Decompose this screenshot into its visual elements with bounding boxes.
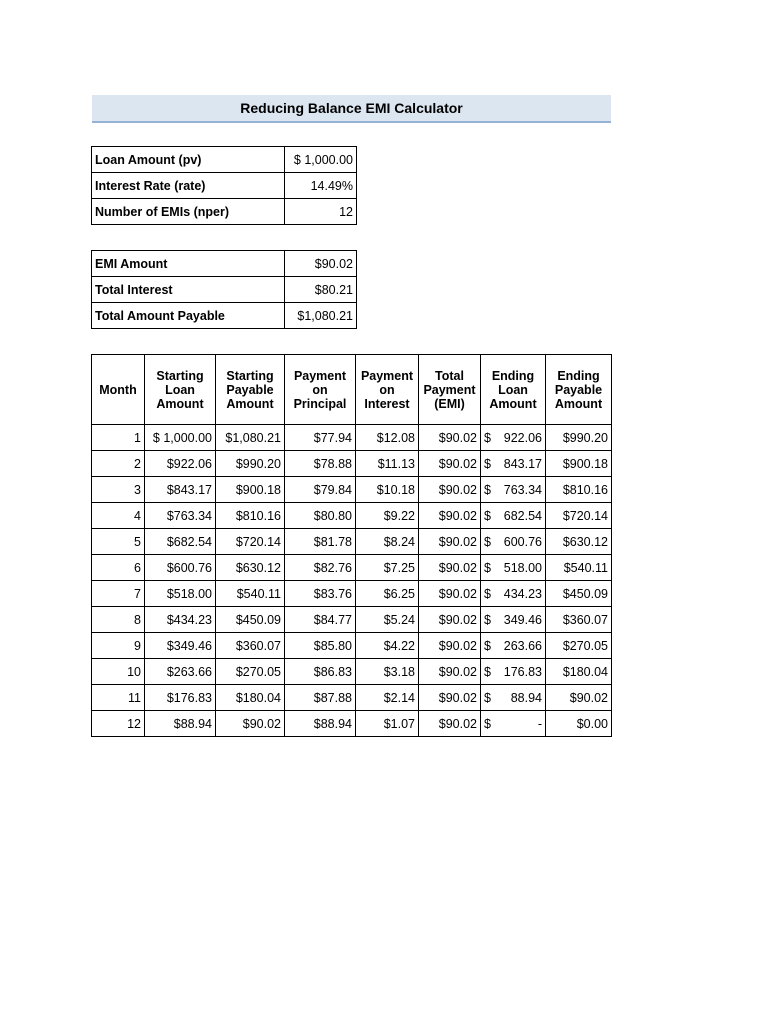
start-loan-cell: $88.94 — [145, 711, 216, 737]
interest-cell: $2.14 — [356, 685, 419, 711]
ending-loan-amount-cell — [481, 659, 546, 685]
principal-cell: $81.78 — [285, 529, 356, 555]
start-payable-cell: $360.07 — [216, 633, 285, 659]
start-payable-cell: $900.18 — [216, 477, 285, 503]
outputs-value: $1,080.21 — [285, 303, 357, 329]
start-payable-cell: $540.11 — [216, 581, 285, 607]
inputs-row — [92, 147, 357, 173]
end-payable-cell: $810.16 — [546, 477, 612, 503]
end-payable-cell: $540.11 — [546, 555, 612, 581]
inputs-label: Number of EMIs (nper) — [92, 199, 285, 225]
month-cell: 3 — [92, 477, 145, 503]
inputs-label: Loan Amount (pv) — [92, 147, 285, 173]
interest-cell: $8.24 — [356, 529, 419, 555]
end-payable-cell: $630.12 — [546, 529, 612, 555]
month-cell: 8 — [92, 607, 145, 633]
currency-symbol: $ — [484, 716, 491, 731]
currency-symbol: $ — [484, 612, 491, 627]
table-row — [92, 659, 612, 685]
ending-loan-amount: 434.23 — [503, 586, 542, 601]
interest-cell: $5.24 — [356, 607, 419, 633]
ending-loan-amount-cell — [481, 451, 546, 477]
end-payable-cell: $720.14 — [546, 503, 612, 529]
currency-symbol: $ — [484, 534, 491, 549]
start-loan-cell: $434.23 — [145, 607, 216, 633]
month-cell: 9 — [92, 633, 145, 659]
interest-cell: $9.22 — [356, 503, 419, 529]
interest-cell: $1.07 — [356, 711, 419, 737]
emi-cell: $90.02 — [419, 555, 481, 581]
ending-loan-amount: 263.66 — [503, 638, 542, 653]
ending-loan-amount: 922.06 — [503, 430, 542, 445]
principal-cell: $77.94 — [285, 425, 356, 451]
interest-cell: $4.22 — [356, 633, 419, 659]
end-payable-cell: $180.04 — [546, 659, 612, 685]
ending-loan-amount-cell — [481, 607, 546, 633]
month-cell: 4 — [92, 503, 145, 529]
start-payable-cell: $1,080.21 — [216, 425, 285, 451]
ending-loan-amount: 600.76 — [503, 534, 542, 549]
start-loan-cell: $263.66 — [145, 659, 216, 685]
month-cell: 1 — [92, 425, 145, 451]
table-row — [92, 555, 612, 581]
ending-loan-amount-cell — [481, 425, 546, 451]
table-row — [92, 581, 612, 607]
emi-cell: $90.02 — [419, 659, 481, 685]
start-payable-cell: $810.16 — [216, 503, 285, 529]
emi-cell: $90.02 — [419, 425, 481, 451]
ending-loan-amount: 176.83 — [503, 664, 542, 679]
emi-cell: $90.02 — [419, 581, 481, 607]
ending-loan-amount: 682.54 — [503, 508, 542, 523]
end-payable-cell: $450.09 — [546, 581, 612, 607]
currency-symbol: $ — [484, 508, 491, 523]
ending-loan-amount: 349.46 — [503, 612, 542, 627]
principal-cell: $85.80 — [285, 633, 356, 659]
page-title: Reducing Balance EMI Calculator — [92, 95, 611, 123]
start-loan-cell: $763.34 — [145, 503, 216, 529]
table-row — [92, 685, 612, 711]
principal-cell: $84.77 — [285, 607, 356, 633]
end-payable-cell: $90.02 — [546, 685, 612, 711]
start-payable-cell: $180.04 — [216, 685, 285, 711]
month-cell: 12 — [92, 711, 145, 737]
ending-loan-amount-cell — [481, 477, 546, 503]
loan-summary-table — [91, 250, 357, 329]
column-header: Starting Loan Amount — [145, 355, 216, 425]
table-row — [92, 503, 612, 529]
column-header: Payment on Principal — [285, 355, 356, 425]
currency-symbol: $ — [484, 664, 491, 679]
inputs-value: 14.49% — [285, 173, 357, 199]
month-cell: 2 — [92, 451, 145, 477]
column-header: Ending Loan Amount — [481, 355, 546, 425]
start-loan-cell: $600.76 — [145, 555, 216, 581]
loan-inputs-table — [91, 146, 357, 225]
interest-cell: $12.08 — [356, 425, 419, 451]
start-loan-cell: $682.54 — [145, 529, 216, 555]
outputs-row — [92, 303, 357, 329]
emi-cell: $90.02 — [419, 477, 481, 503]
principal-cell: $82.76 — [285, 555, 356, 581]
month-cell: 10 — [92, 659, 145, 685]
inputs-value: $ 1,000.00 — [285, 147, 357, 173]
ending-loan-amount-cell — [481, 581, 546, 607]
month-cell: 5 — [92, 529, 145, 555]
outputs-row — [92, 277, 357, 303]
emi-cell: $90.02 — [419, 529, 481, 555]
principal-cell: $83.76 — [285, 581, 356, 607]
start-loan-cell: $ 1,000.00 — [145, 425, 216, 451]
inputs-value: 12 — [285, 199, 357, 225]
column-header: Month — [92, 355, 145, 425]
inputs-row — [92, 199, 357, 225]
emi-cell: $90.02 — [419, 711, 481, 737]
interest-cell: $10.18 — [356, 477, 419, 503]
ending-loan-amount-cell — [481, 685, 546, 711]
start-loan-cell: $176.83 — [145, 685, 216, 711]
start-payable-cell: $720.14 — [216, 529, 285, 555]
month-cell: 6 — [92, 555, 145, 581]
table-row — [92, 451, 612, 477]
ending-loan-amount-cell — [481, 711, 546, 737]
currency-symbol: $ — [484, 456, 491, 471]
interest-cell: $6.25 — [356, 581, 419, 607]
outputs-label: Total Amount Payable — [92, 303, 285, 329]
end-payable-cell: $270.05 — [546, 633, 612, 659]
table-row — [92, 425, 612, 451]
currency-symbol: $ — [484, 638, 491, 653]
inputs-row — [92, 173, 357, 199]
ending-loan-amount: 763.34 — [503, 482, 542, 497]
start-payable-cell: $90.02 — [216, 711, 285, 737]
start-payable-cell: $630.12 — [216, 555, 285, 581]
emi-cell: $90.02 — [419, 633, 481, 659]
interest-cell: $11.13 — [356, 451, 419, 477]
start-payable-cell: $270.05 — [216, 659, 285, 685]
ending-loan-amount: 843.17 — [503, 456, 542, 471]
principal-cell: $88.94 — [285, 711, 356, 737]
table-row — [92, 711, 612, 737]
ending-loan-amount-cell — [481, 529, 546, 555]
start-loan-cell: $518.00 — [145, 581, 216, 607]
emi-cell: $90.02 — [419, 451, 481, 477]
principal-cell: $87.88 — [285, 685, 356, 711]
emi-cell: $90.02 — [419, 685, 481, 711]
ending-loan-amount: 88.94 — [510, 690, 542, 705]
outputs-row — [92, 251, 357, 277]
table-row — [92, 607, 612, 633]
end-payable-cell: $0.00 — [546, 711, 612, 737]
column-header: Ending Payable Amount — [546, 355, 612, 425]
principal-cell: $86.83 — [285, 659, 356, 685]
month-cell: 11 — [92, 685, 145, 711]
start-payable-cell: $990.20 — [216, 451, 285, 477]
currency-symbol: $ — [484, 482, 491, 497]
ending-loan-amount-cell — [481, 503, 546, 529]
table-row — [92, 633, 612, 659]
column-header: Total Payment (EMI) — [419, 355, 481, 425]
ending-loan-amount-cell — [481, 555, 546, 581]
principal-cell: $80.80 — [285, 503, 356, 529]
currency-symbol: $ — [484, 560, 491, 575]
column-header: Starting Payable Amount — [216, 355, 285, 425]
end-payable-cell: $990.20 — [546, 425, 612, 451]
currency-symbol: $ — [484, 430, 491, 445]
table-row — [92, 477, 612, 503]
start-payable-cell: $450.09 — [216, 607, 285, 633]
inputs-label: Interest Rate (rate) — [92, 173, 285, 199]
schedule-header-row — [92, 355, 612, 425]
emi-cell: $90.02 — [419, 607, 481, 633]
currency-symbol: $ — [484, 690, 491, 705]
end-payable-cell: $360.07 — [546, 607, 612, 633]
emi-cell: $90.02 — [419, 503, 481, 529]
start-loan-cell: $349.46 — [145, 633, 216, 659]
month-cell: 7 — [92, 581, 145, 607]
outputs-label: Total Interest — [92, 277, 285, 303]
ending-loan-amount: - — [537, 716, 542, 731]
ending-loan-amount-cell — [481, 633, 546, 659]
outputs-label: EMI Amount — [92, 251, 285, 277]
column-header: Payment on Interest — [356, 355, 419, 425]
interest-cell: $7.25 — [356, 555, 419, 581]
principal-cell: $78.88 — [285, 451, 356, 477]
amortization-schedule-table — [91, 354, 612, 737]
currency-symbol: $ — [484, 586, 491, 601]
interest-cell: $3.18 — [356, 659, 419, 685]
outputs-value: $80.21 — [285, 277, 357, 303]
ending-loan-amount: 518.00 — [503, 560, 542, 575]
start-loan-cell: $843.17 — [145, 477, 216, 503]
end-payable-cell: $900.18 — [546, 451, 612, 477]
start-loan-cell: $922.06 — [145, 451, 216, 477]
principal-cell: $79.84 — [285, 477, 356, 503]
outputs-value: $90.02 — [285, 251, 357, 277]
table-row — [92, 529, 612, 555]
